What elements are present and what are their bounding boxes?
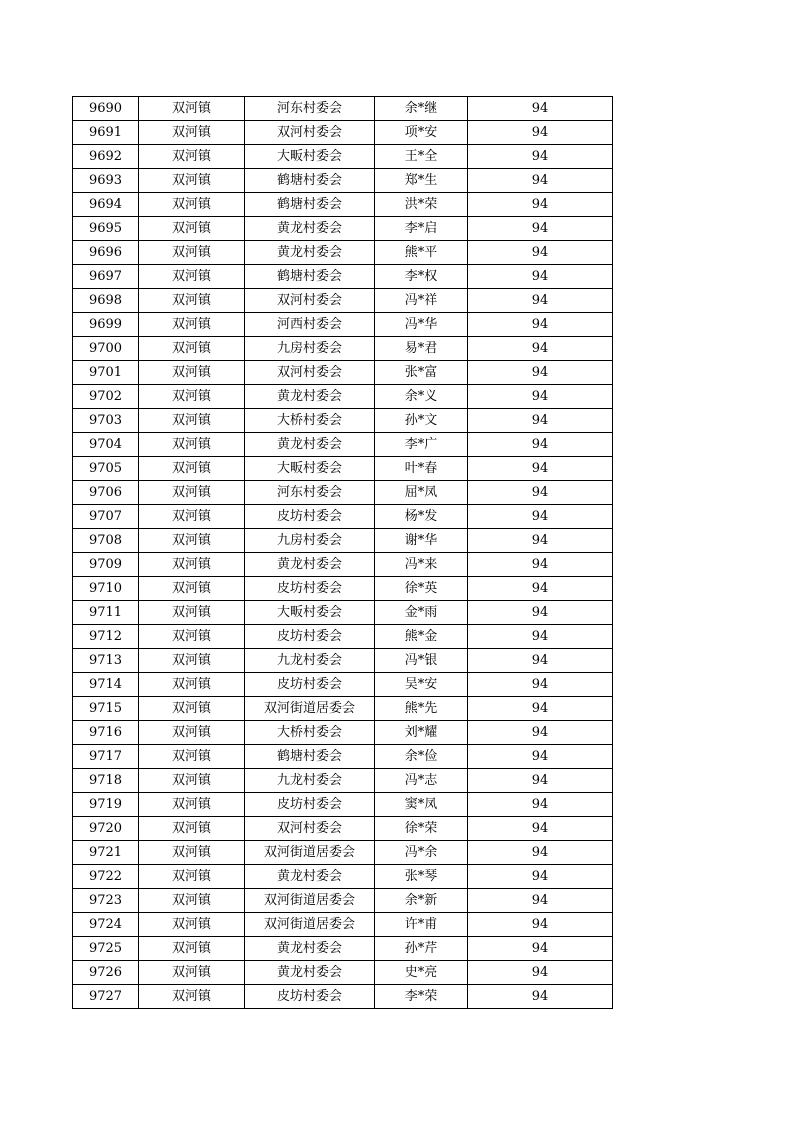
person-name-cell: 冯*银: [375, 649, 468, 673]
table-row: [73, 721, 613, 745]
town-cell: 双河镇: [139, 313, 245, 337]
amount-cell: 94: [468, 97, 613, 121]
table-row: [73, 121, 613, 145]
village-cell: 双河村委会: [245, 121, 375, 145]
row-number-cell: 9694: [73, 193, 139, 217]
row-number-cell: 9726: [73, 961, 139, 985]
town-cell: 双河镇: [139, 457, 245, 481]
town-cell: 双河镇: [139, 889, 245, 913]
row-number-cell: 9706: [73, 481, 139, 505]
person-name-cell: 熊*金: [375, 625, 468, 649]
row-number-cell: 9701: [73, 361, 139, 385]
town-cell: 双河镇: [139, 433, 245, 457]
town-cell: 双河镇: [139, 913, 245, 937]
town-cell: 双河镇: [139, 553, 245, 577]
table-row: [73, 145, 613, 169]
person-name-cell: 金*雨: [375, 601, 468, 625]
village-cell: 九房村委会: [245, 529, 375, 553]
person-name-cell: 冯*祥: [375, 289, 468, 313]
town-cell: 双河镇: [139, 217, 245, 241]
row-number-cell: 9715: [73, 697, 139, 721]
village-cell: 河西村委会: [245, 313, 375, 337]
village-cell: 皮坊村委会: [245, 793, 375, 817]
amount-cell: 94: [468, 385, 613, 409]
town-cell: 双河镇: [139, 385, 245, 409]
village-cell: 黄龙村委会: [245, 553, 375, 577]
row-number-cell: 9699: [73, 313, 139, 337]
row-number-cell: 9693: [73, 169, 139, 193]
village-cell: 皮坊村委会: [245, 985, 375, 1009]
table-row: [73, 505, 613, 529]
amount-cell: 94: [468, 649, 613, 673]
amount-cell: 94: [468, 217, 613, 241]
town-cell: 双河镇: [139, 985, 245, 1009]
amount-cell: 94: [468, 433, 613, 457]
town-cell: 双河镇: [139, 745, 245, 769]
town-cell: 双河镇: [139, 721, 245, 745]
person-name-cell: 屈*凤: [375, 481, 468, 505]
table-row: [73, 793, 613, 817]
village-cell: 黄龙村委会: [245, 937, 375, 961]
person-name-cell: 项*安: [375, 121, 468, 145]
table-row: [73, 361, 613, 385]
amount-cell: 94: [468, 505, 613, 529]
person-name-cell: 徐*荣: [375, 817, 468, 841]
person-name-cell: 余*俭: [375, 745, 468, 769]
amount-cell: 94: [468, 241, 613, 265]
town-cell: 双河镇: [139, 193, 245, 217]
row-number-cell: 9721: [73, 841, 139, 865]
row-number-cell: 9697: [73, 265, 139, 289]
town-cell: 双河镇: [139, 817, 245, 841]
person-name-cell: 孙*文: [375, 409, 468, 433]
village-cell: 大畈村委会: [245, 145, 375, 169]
amount-cell: 94: [468, 145, 613, 169]
row-number-cell: 9695: [73, 217, 139, 241]
person-name-cell: 杨*发: [375, 505, 468, 529]
person-name-cell: 刘*耀: [375, 721, 468, 745]
amount-cell: 94: [468, 697, 613, 721]
person-name-cell: 吴*安: [375, 673, 468, 697]
row-number-cell: 9724: [73, 913, 139, 937]
amount-cell: 94: [468, 745, 613, 769]
row-number-cell: 9722: [73, 865, 139, 889]
village-cell: 大畈村委会: [245, 457, 375, 481]
row-number-cell: 9690: [73, 97, 139, 121]
table-row: [73, 841, 613, 865]
person-name-cell: 孙*芹: [375, 937, 468, 961]
amount-cell: 94: [468, 529, 613, 553]
amount-cell: 94: [468, 625, 613, 649]
person-name-cell: 余*义: [375, 385, 468, 409]
amount-cell: 94: [468, 817, 613, 841]
village-cell: 黄龙村委会: [245, 241, 375, 265]
row-number-cell: 9720: [73, 817, 139, 841]
amount-cell: 94: [468, 361, 613, 385]
amount-cell: 94: [468, 913, 613, 937]
village-cell: 双河街道居委会: [245, 841, 375, 865]
town-cell: 双河镇: [139, 529, 245, 553]
amount-cell: 94: [468, 601, 613, 625]
town-cell: 双河镇: [139, 769, 245, 793]
town-cell: 双河镇: [139, 625, 245, 649]
town-cell: 双河镇: [139, 841, 245, 865]
village-cell: 双河街道居委会: [245, 913, 375, 937]
amount-cell: 94: [468, 481, 613, 505]
table-row: [73, 649, 613, 673]
table-row: [73, 889, 613, 913]
village-cell: 双河村委会: [245, 817, 375, 841]
town-cell: 双河镇: [139, 865, 245, 889]
village-cell: 鹤塘村委会: [245, 745, 375, 769]
table-row: [73, 697, 613, 721]
person-name-cell: 余*继: [375, 97, 468, 121]
person-name-cell: 冯*余: [375, 841, 468, 865]
person-name-cell: 熊*先: [375, 697, 468, 721]
amount-cell: 94: [468, 721, 613, 745]
village-cell: 大畈村委会: [245, 601, 375, 625]
amount-cell: 94: [468, 937, 613, 961]
table-row: [73, 769, 613, 793]
person-name-cell: 许*甫: [375, 913, 468, 937]
row-number-cell: 9727: [73, 985, 139, 1009]
village-cell: 大桥村委会: [245, 721, 375, 745]
row-number-cell: 9712: [73, 625, 139, 649]
town-cell: 双河镇: [139, 697, 245, 721]
person-name-cell: 郑*生: [375, 169, 468, 193]
person-name-cell: 王*全: [375, 145, 468, 169]
person-name-cell: 张*琴: [375, 865, 468, 889]
town-cell: 双河镇: [139, 601, 245, 625]
row-number-cell: 9709: [73, 553, 139, 577]
town-cell: 双河镇: [139, 481, 245, 505]
row-number-cell: 9703: [73, 409, 139, 433]
roster-table-body: [73, 97, 613, 1009]
person-name-cell: 熊*平: [375, 241, 468, 265]
row-number-cell: 9704: [73, 433, 139, 457]
row-number-cell: 9702: [73, 385, 139, 409]
village-cell: 双河村委会: [245, 289, 375, 313]
amount-cell: 94: [468, 841, 613, 865]
amount-cell: 94: [468, 673, 613, 697]
amount-cell: 94: [468, 769, 613, 793]
village-cell: 皮坊村委会: [245, 505, 375, 529]
table-row: [73, 673, 613, 697]
row-number-cell: 9717: [73, 745, 139, 769]
table-row: [73, 625, 613, 649]
row-number-cell: 9711: [73, 601, 139, 625]
town-cell: 双河镇: [139, 169, 245, 193]
table-row: [73, 265, 613, 289]
town-cell: 双河镇: [139, 577, 245, 601]
table-row: [73, 985, 613, 1009]
table-row: [73, 337, 613, 361]
village-cell: 双河街道居委会: [245, 697, 375, 721]
document-page: [72, 96, 613, 1009]
village-cell: 河东村委会: [245, 481, 375, 505]
row-number-cell: 9716: [73, 721, 139, 745]
person-name-cell: 李*权: [375, 265, 468, 289]
person-name-cell: 叶*春: [375, 457, 468, 481]
town-cell: 双河镇: [139, 793, 245, 817]
village-cell: 黄龙村委会: [245, 961, 375, 985]
person-name-cell: 洪*荣: [375, 193, 468, 217]
village-cell: 九龙村委会: [245, 769, 375, 793]
table-row: [73, 289, 613, 313]
table-row: [73, 913, 613, 937]
amount-cell: 94: [468, 313, 613, 337]
town-cell: 双河镇: [139, 289, 245, 313]
village-cell: 黄龙村委会: [245, 865, 375, 889]
town-cell: 双河镇: [139, 97, 245, 121]
village-cell: 皮坊村委会: [245, 577, 375, 601]
person-name-cell: 谢*华: [375, 529, 468, 553]
row-number-cell: 9691: [73, 121, 139, 145]
row-number-cell: 9692: [73, 145, 139, 169]
table-row: [73, 169, 613, 193]
person-name-cell: 李*荣: [375, 985, 468, 1009]
person-name-cell: 余*新: [375, 889, 468, 913]
amount-cell: 94: [468, 265, 613, 289]
person-name-cell: 冯*来: [375, 553, 468, 577]
town-cell: 双河镇: [139, 649, 245, 673]
village-cell: 双河村委会: [245, 361, 375, 385]
amount-cell: 94: [468, 577, 613, 601]
table-row: [73, 385, 613, 409]
person-name-cell: 张*富: [375, 361, 468, 385]
town-cell: 双河镇: [139, 409, 245, 433]
table-row: [73, 745, 613, 769]
amount-cell: 94: [468, 793, 613, 817]
row-number-cell: 9713: [73, 649, 139, 673]
person-name-cell: 易*君: [375, 337, 468, 361]
row-number-cell: 9708: [73, 529, 139, 553]
person-name-cell: 徐*英: [375, 577, 468, 601]
row-number-cell: 9718: [73, 769, 139, 793]
row-number-cell: 9710: [73, 577, 139, 601]
amount-cell: 94: [468, 865, 613, 889]
row-number-cell: 9705: [73, 457, 139, 481]
village-cell: 大桥村委会: [245, 409, 375, 433]
town-cell: 双河镇: [139, 961, 245, 985]
town-cell: 双河镇: [139, 361, 245, 385]
person-name-cell: 李*启: [375, 217, 468, 241]
row-number-cell: 9698: [73, 289, 139, 313]
village-cell: 黄龙村委会: [245, 433, 375, 457]
person-name-cell: 冯*华: [375, 313, 468, 337]
table-row: [73, 313, 613, 337]
village-cell: 九龙村委会: [245, 649, 375, 673]
amount-cell: 94: [468, 889, 613, 913]
table-row: [73, 817, 613, 841]
village-cell: 河东村委会: [245, 97, 375, 121]
roster-table: [72, 96, 613, 1009]
amount-cell: 94: [468, 337, 613, 361]
table-row: [73, 241, 613, 265]
person-name-cell: 李*广: [375, 433, 468, 457]
village-cell: 鹤塘村委会: [245, 265, 375, 289]
village-cell: 黄龙村委会: [245, 385, 375, 409]
table-row: [73, 97, 613, 121]
amount-cell: 94: [468, 961, 613, 985]
person-name-cell: 窦*凤: [375, 793, 468, 817]
town-cell: 双河镇: [139, 337, 245, 361]
amount-cell: 94: [468, 409, 613, 433]
table-row: [73, 433, 613, 457]
table-row: [73, 193, 613, 217]
town-cell: 双河镇: [139, 145, 245, 169]
row-number-cell: 9719: [73, 793, 139, 817]
village-cell: 九房村委会: [245, 337, 375, 361]
village-cell: 鹤塘村委会: [245, 193, 375, 217]
table-row: [73, 553, 613, 577]
amount-cell: 94: [468, 193, 613, 217]
amount-cell: 94: [468, 553, 613, 577]
village-cell: 皮坊村委会: [245, 625, 375, 649]
village-cell: 黄龙村委会: [245, 217, 375, 241]
amount-cell: 94: [468, 457, 613, 481]
table-row: [73, 865, 613, 889]
table-row: [73, 937, 613, 961]
person-name-cell: 冯*志: [375, 769, 468, 793]
amount-cell: 94: [468, 169, 613, 193]
table-row: [73, 217, 613, 241]
town-cell: 双河镇: [139, 265, 245, 289]
row-number-cell: 9714: [73, 673, 139, 697]
village-cell: 双河街道居委会: [245, 889, 375, 913]
amount-cell: 94: [468, 289, 613, 313]
town-cell: 双河镇: [139, 673, 245, 697]
amount-cell: 94: [468, 121, 613, 145]
table-row: [73, 601, 613, 625]
town-cell: 双河镇: [139, 937, 245, 961]
table-row: [73, 961, 613, 985]
row-number-cell: 9696: [73, 241, 139, 265]
table-row: [73, 529, 613, 553]
row-number-cell: 9707: [73, 505, 139, 529]
amount-cell: 94: [468, 985, 613, 1009]
row-number-cell: 9723: [73, 889, 139, 913]
town-cell: 双河镇: [139, 241, 245, 265]
person-name-cell: 史*亮: [375, 961, 468, 985]
table-row: [73, 577, 613, 601]
village-cell: 皮坊村委会: [245, 673, 375, 697]
row-number-cell: 9700: [73, 337, 139, 361]
table-row: [73, 481, 613, 505]
table-row: [73, 409, 613, 433]
row-number-cell: 9725: [73, 937, 139, 961]
town-cell: 双河镇: [139, 505, 245, 529]
table-row: [73, 457, 613, 481]
town-cell: 双河镇: [139, 121, 245, 145]
village-cell: 鹤塘村委会: [245, 169, 375, 193]
